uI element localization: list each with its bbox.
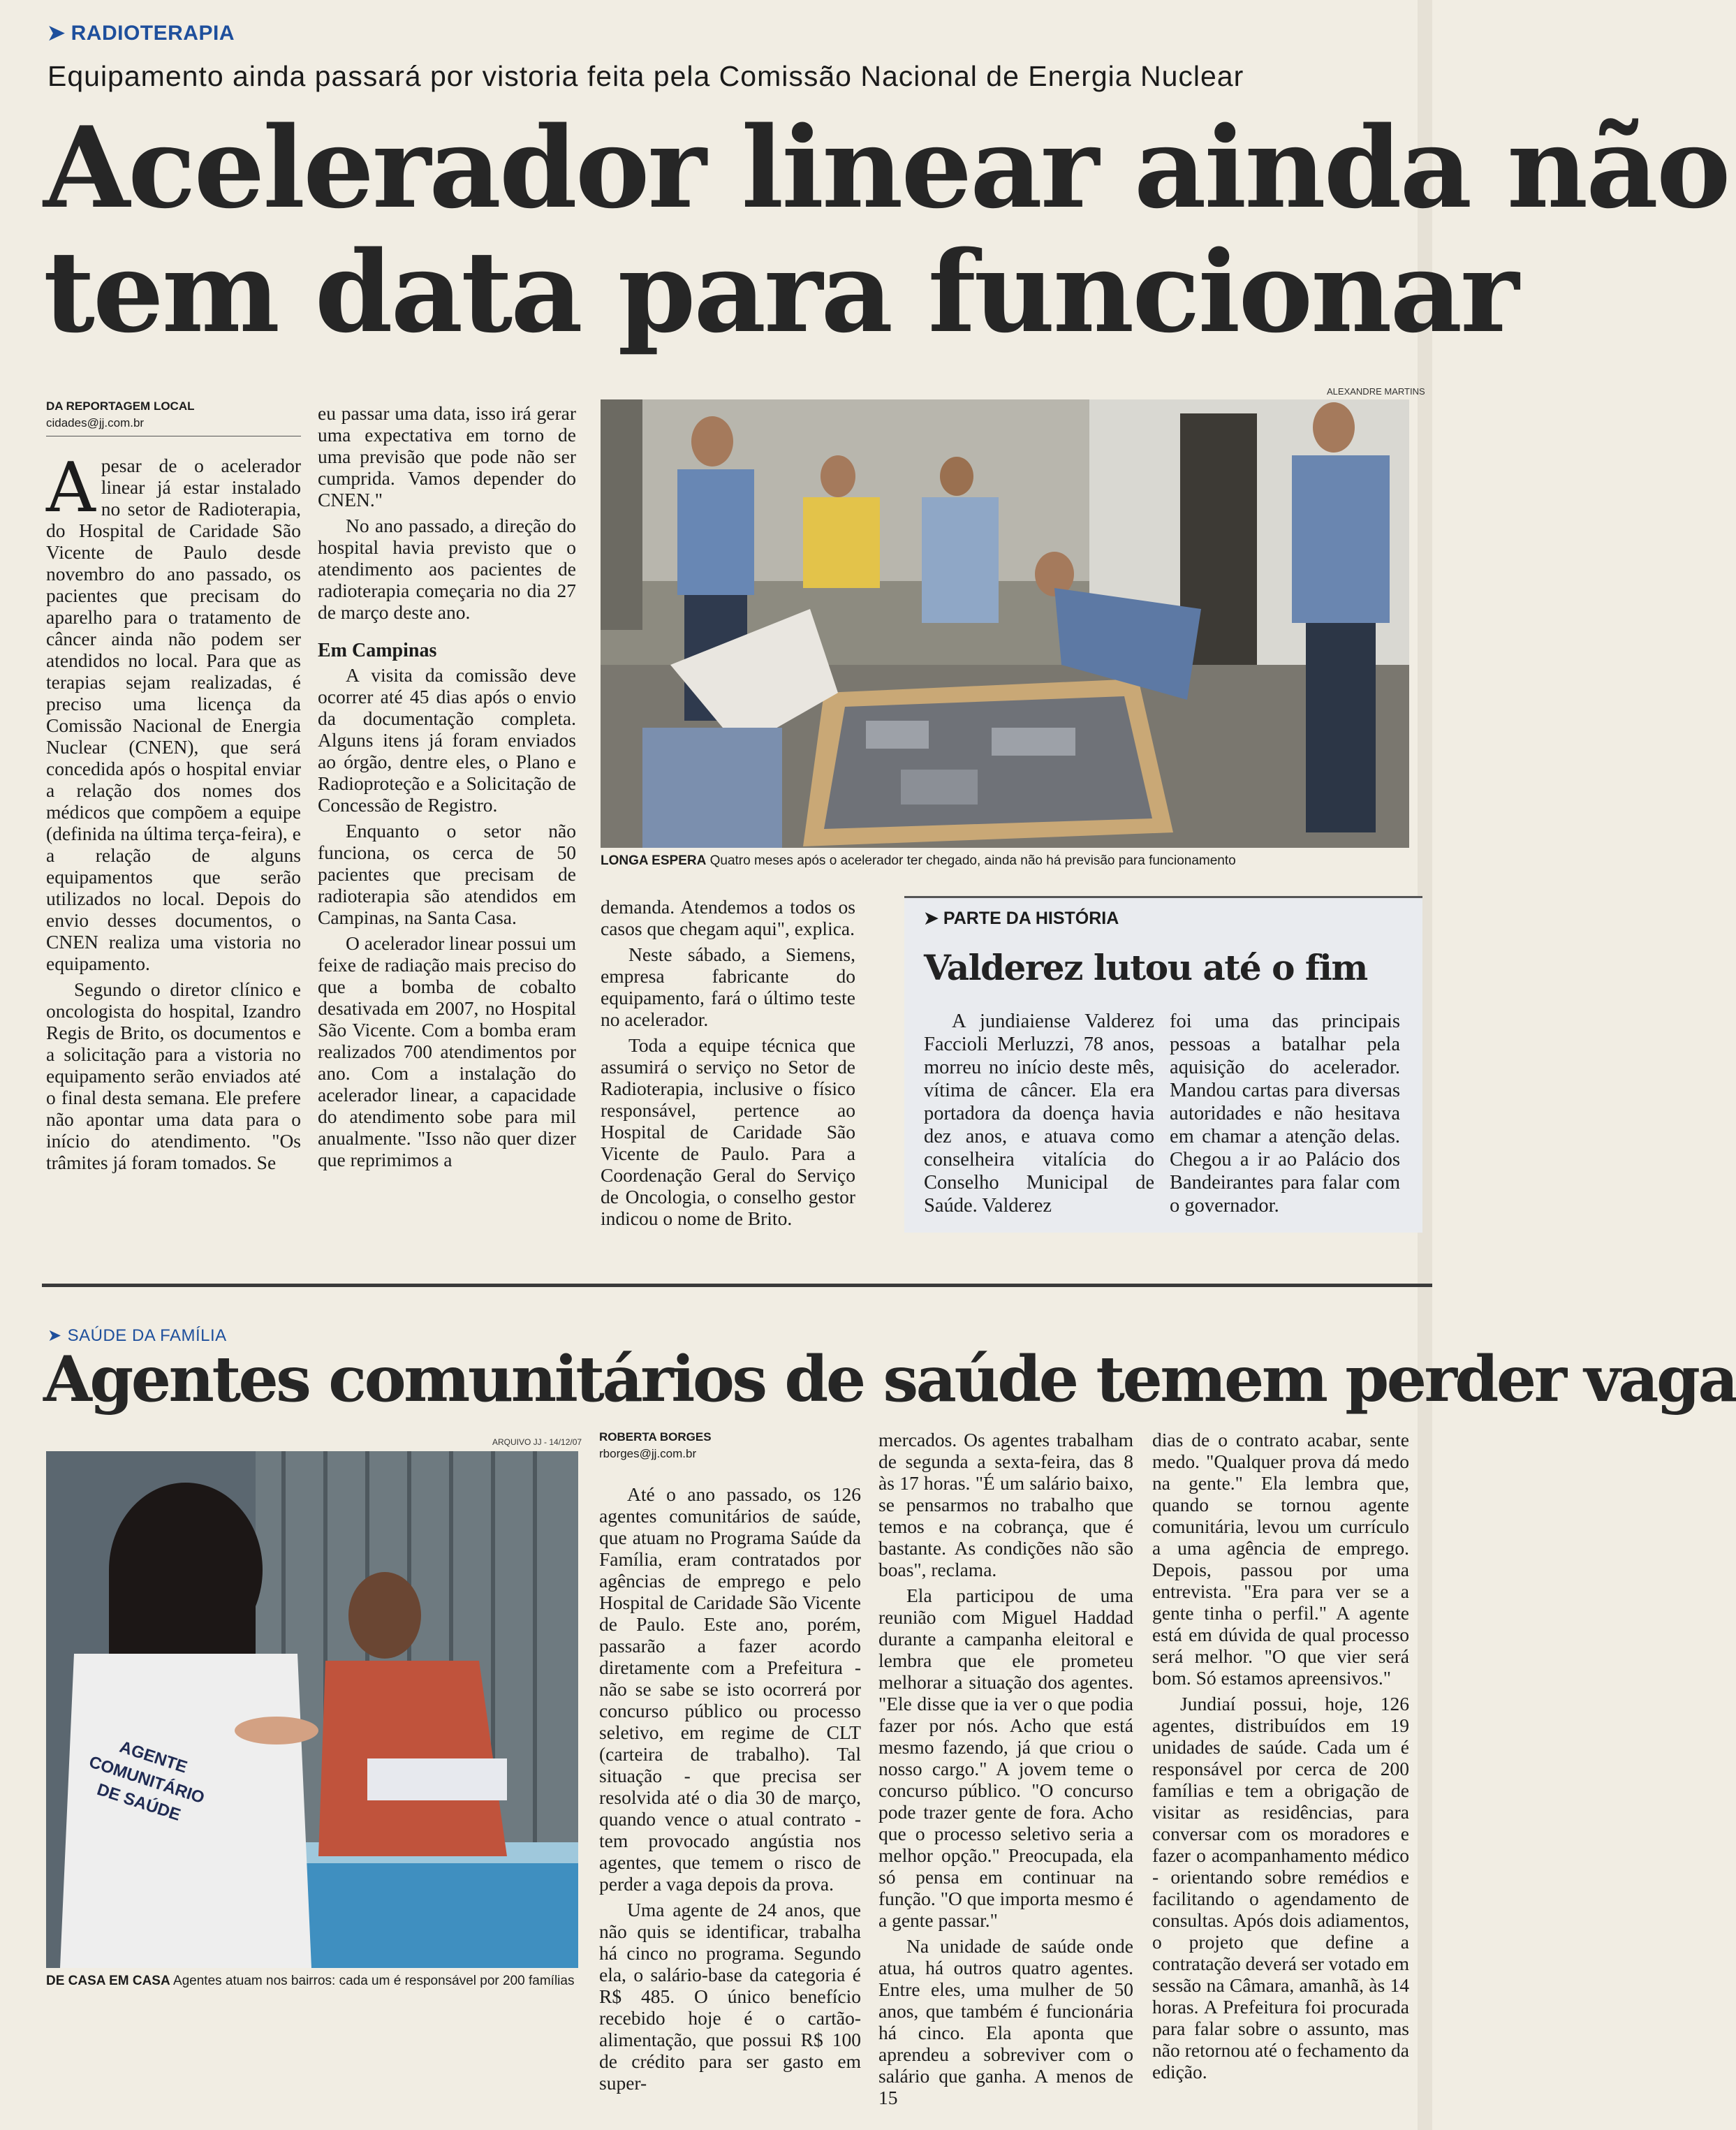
box-title: Valderez lutou até o fim xyxy=(924,947,1367,988)
paragraph: demanda. Atendemos a todos os casos que chegam aqui", explica. xyxy=(601,896,855,939)
photo-credit: ALEXANDRE MARTINS xyxy=(1327,386,1425,397)
photo-health-agent xyxy=(46,1451,578,1968)
paragraph: eu passar uma data, isso irá gerar uma expectativa em torno de uma previsão que pode não ser cumprida. Vamos depender do CNEN." xyxy=(318,402,576,511)
section-tag-radioterapia: ➤ RADIOTERAPIA xyxy=(47,22,235,45)
paragraph: Até o ano passado, os 126 agentes comunitários de saúde, que atuam no Programa Saúde da Família, eram contratados por agências de emprego e pelo Hospital de Caridade São Vicente de Paulo. Este ano, porém, passarão a fazer acordo diretamente com a Prefeitura - não se sabe se isto ocorrerá por concurso público ou processo seletivo, em regime de CLT (carteira de trabalho). Tal situação - que precisa ser resolvida até o dia 30 de março, quando vence o atual contrato - tem provocado angústia nos agentes, que temem o risco de perder a vaga depois da prova. xyxy=(599,1483,861,1895)
box-column-2: foi uma das principais pessoas a batalhar pela aquisição do acelerador. Mandou cartas para diversas autoridades e não hesitava em chamar a atenção delas. Chegou a ir ao Palácio dos Bandeirantes para falar com o governador. xyxy=(1170,1011,1400,1217)
byline-name: ROBERTA BORGES xyxy=(599,1430,712,1444)
photo-accelerator-crate xyxy=(601,399,1409,848)
bottom-column-1 xyxy=(599,1429,861,2098)
paragraph: Segundo o diretor clínico e oncologista do hospital, Izandro Regis de Brito, os documentos e a solicitação para a vistoria no equipamento serão enviados até o final desta semana. Ele prefere não apontar uma data para o início do atendimento. "Os trâmites já foram tomados. Se xyxy=(46,978,301,1173)
paragraph: No ano passado, a direção do hospital havia previsto que o atendimento aos pacientes de radioterapia começaria no dia 27 de março deste ano. xyxy=(318,515,576,623)
headline-line-1: Acelerador linear ainda não xyxy=(43,102,1729,233)
bottom-column-2 xyxy=(878,1429,1133,2113)
paragraph: Enquanto o setor não funciona, os cerca de 50 pacientes que precisam de radioterapia são atendidos em Campinas, na Santa Casa. xyxy=(318,820,576,928)
paragraph: O acelerador linear possui um feixe de radiação mais preciso do que a bomba de cobalto desativada em 2007, no Hospital São Vicente. Com a bomba eram realizados 700 atendimentos por ano. Com a instalação do acelerador linear, a capacidade do atendimento sobe para mil anualmente. "Isso não quer dizer que reprimimos a xyxy=(318,932,576,1170)
paragraph: mercados. Os agentes trabalham de segunda a sexta-feira, das 8 às 17 horas. "É um salário baixo, se pensarmos no trabalho que temos e na cobrança, que é bastante. As condições não são boas", reclama. xyxy=(878,1429,1133,1580)
paragraph: Toda a equipe técnica que assumirá o serviço no Setor de Radioterapia, inclusive o físico responsável, pertence ao Hospital de Caridade São Vicente de Paulo. Para a Coordenação Geral do Serviço de Oncologia, o conselho gestor indicou o nome de Brito. xyxy=(601,1034,855,1229)
byline-email: cidades@jj.com.br xyxy=(46,416,145,429)
byline-bottom xyxy=(599,1429,861,1462)
byline-name: DA REPORTAGEM LOCAL xyxy=(46,399,195,413)
byline-email: rborges@jj.com.br xyxy=(599,1447,697,1460)
arrow-icon: ➤ xyxy=(924,909,939,928)
paragraph: A visita da comissão deve ocorrer até 45 dias após o envio da documentação completa. Alguns itens já foram enviados ao órgão, dentre eles, o Plano e Radioproteção e a Solicitação de Concessão de Registro. xyxy=(318,664,576,816)
vest-lettering: AGENTE COMUNITÁRIO DE SAÚDE xyxy=(87,1737,207,1825)
paragraph: Neste sábado, a Siemens, empresa fabricante do equipamento, fará o último teste no acelerador. xyxy=(601,943,855,1030)
photo-caption-bottom: DE CASA EM CASA Agentes atuam nos bairros: cada um é responsável por 200 famílias xyxy=(46,1974,575,1988)
subheading-campinas: Em Campinas xyxy=(318,640,437,661)
section-divider xyxy=(42,1284,1432,1287)
paragraph: Uma agente de 24 anos, que não quis se identificar, trabalha há cinco no programa. Segundo ela, o salário-base da categoria é R$ 485. O único benefício recebido hoje é o cartão-alimentação, que possui R$ 100 de crédito para ser gasto em super- xyxy=(599,1899,861,2094)
section-tag-saude-da-familia: ➤ SAÚDE DA FAMÍLIA xyxy=(47,1326,227,1345)
headline-bottom: Agentes comunitários de saúde temem perder vaga xyxy=(43,1342,1736,1416)
arrow-icon: ➤ xyxy=(47,1326,62,1345)
paragraph: Apesar de o acelerador linear já estar instalado no setor de Radioterapia, do Hospital de Caridade São Vicente de Paulo desde novembro do ano passado, os pacientes que precisam do aparelho para o tratamento de câncer ainda não podem ser atendidos no local. Para que as terapias sejam realizadas, é preciso uma licença da Comissão Nacional de Energia Nuclear (CNEN), que será concedida após o hospital enviar a relação dos nomes dos médicos que compõem a equipe (definida na última terça-feira), e a relação de alguns equipamentos que serão utilizados no local. Depois do envio desses documentos, o CNEN realiza uma vistoria no equipamento. xyxy=(46,448,301,974)
article-column-3 xyxy=(601,896,855,1233)
photo-illustration-bottom xyxy=(46,1451,578,1968)
article-column-2 xyxy=(318,402,576,1175)
history-sidebar-box xyxy=(904,896,1422,1233)
paragraph: Ela participou de uma reunião com Miguel Haddad durante a campanha eleitoral e lembra que ele prometeu melhorar a situação dos agentes. "Ele disse que ia ver o que podia fazer por nós. Acho que está mesmo fazendo, já que criou o nosso cargo." A jovem teme o concurso público. "O concurso pode trazer gente de fora. Acho que o processo seletivo seria a melhor opção." Preocupada, ela só pensa em continuar na função. "O que importa mesmo é a gente passar." xyxy=(878,1585,1133,1931)
box-section-tag: ➤ PARTE DA HISTÓRIA xyxy=(924,909,1119,928)
drop-cap: A xyxy=(46,448,96,528)
box-column-1: A jundiaiense Valderez Faccioli Merluzzi, 78 anos, morreu no início deste mês, vítima de câncer. Ela era portadora da doença havia dez anos, e atuava como conselheira vitalícia do Conselho Municipal de Saúde. Valderez xyxy=(924,1011,1154,1217)
article-column-1 xyxy=(46,398,301,1177)
paragraph: Jundiaí possui, hoje, 126 agentes, distribuídos em 19 unidades de saúde. Cada um é responsável por cerca de 200 famílias e tem a obrigação de visitar as residências, para conversar com os moradores e fazer o acompanhamento médico - orientando sobre remédios e facilitando o agendamento de consultas. Após dois adiamentos, o projeto que define a contratação deverá ser votado em sessão na Câmara, amanhã, às 14 horas. A Prefeitura foi procurada para falar sobre o assunto, mas não retornou até o fechamento da edição. xyxy=(1152,1693,1410,2083)
arrow-icon: ➤ xyxy=(47,22,66,45)
photo-illustration xyxy=(601,399,1409,848)
headline-line-2: tem data para funcionar xyxy=(43,226,1517,358)
subheadline: Equipamento ainda passará por vistoria feita pela Comissão Nacional de Energia Nuclear xyxy=(47,60,1244,92)
paragraph: Na unidade de saúde onde atua, há outros quatro agentes. Entre eles, uma mulher de 50 anos, que também é funcionária há cinco. Ela aponta que aprendeu a sobreviver com o salário que ganha. A menos de 15 xyxy=(878,1935,1133,2108)
paragraph: dias de o contrato acabar, sente medo. "Qualquer prova dá medo na gente." Ela lembra que, quando se tornou agente comunitária, levou um currículo a uma agência de emprego. Depois, passou por uma entrevista. "Era para ver se a gente tinha o perfil." A agente está em dúvida de qual processo será melhor. "O que vier será bom. Só estamos apreensivos." xyxy=(1152,1429,1409,1689)
bottom-column-3 xyxy=(1152,1429,1409,2087)
photo-credit-bottom: ARQUIVO JJ - 14/12/07 xyxy=(492,1437,582,1447)
photo-caption-top: LONGA ESPERA Quatro meses após o acelerador ter chegado, ainda não há previsão para funcionamento xyxy=(601,853,1236,868)
byline xyxy=(46,398,301,432)
